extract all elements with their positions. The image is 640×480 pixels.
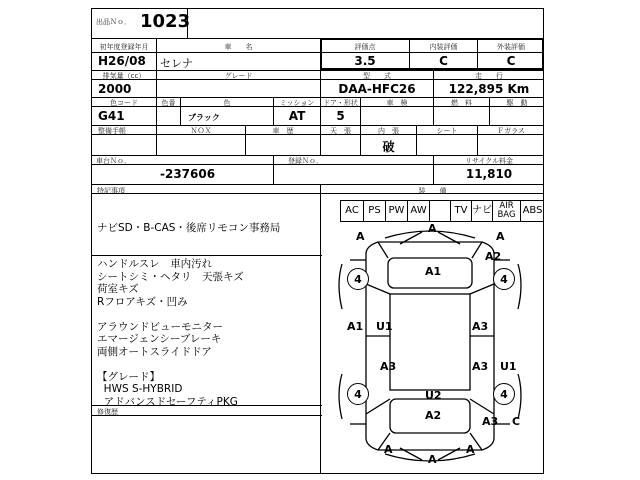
damage-mark: 4 xyxy=(347,383,369,405)
recycle-value: 11,810 xyxy=(465,167,513,181)
damage-mark: A xyxy=(466,443,475,456)
history-label: 車 歴 xyxy=(272,127,294,135)
seat-label: シート xyxy=(436,127,458,135)
notes-label: 特記事項 xyxy=(97,187,125,195)
damage-mark: A2 xyxy=(485,250,502,263)
damage-mark: C xyxy=(512,415,521,428)
interior-label: 内装評価 xyxy=(429,43,458,51)
color-code-label: 色コード xyxy=(110,99,138,107)
transmission-label: ミッション xyxy=(279,99,315,107)
displacement-value: 2000 xyxy=(98,82,132,96)
inspection-label: 車 検 xyxy=(386,99,408,107)
equip-tv: TV xyxy=(450,201,471,221)
displacement-label: 排気量（cc） xyxy=(102,72,146,80)
damage-mark: U2 xyxy=(425,389,442,402)
equip-airbag: AIR BAG xyxy=(492,201,520,221)
score-value: 3.5 xyxy=(354,54,376,68)
damage-mark: 4 xyxy=(347,268,369,290)
equip-ps: PS xyxy=(363,201,385,221)
chassis-label: 車台Ｎｏ． xyxy=(96,157,131,165)
interior-cond-label: 内 張 xyxy=(378,127,399,135)
sunroof-label: 天 張 xyxy=(330,127,351,135)
lot-number: 1023 xyxy=(140,11,191,32)
interior-cond-value: 破 xyxy=(382,140,395,154)
mileage-label: 走 行 xyxy=(475,72,503,80)
damage-mark: U1 xyxy=(500,360,517,373)
color-code-value: G41 xyxy=(98,109,125,123)
damage-mark: A2 xyxy=(425,409,442,422)
damage-mark: 4 xyxy=(493,383,515,405)
drive-label: 駆 動 xyxy=(506,99,528,107)
equip-aw: AW xyxy=(407,201,429,221)
exterior-label: 外装評価 xyxy=(497,43,525,51)
damage-mark: 4 xyxy=(493,268,515,290)
car-name-value: セレナ xyxy=(160,57,193,70)
glass-label: Ｆガラス xyxy=(497,127,525,135)
equip-ac: AC xyxy=(340,201,363,221)
model-label: 型 式 xyxy=(363,72,391,80)
first-reg-label: 初年度登録年月 xyxy=(99,43,149,51)
exterior-value: C xyxy=(506,54,516,68)
first-reg-value: H26/08 xyxy=(98,54,146,68)
nox-label: ＮＯＸ xyxy=(190,127,212,135)
equipment-row xyxy=(340,200,544,222)
doors-label: ドア・形状 xyxy=(323,99,358,107)
model-value: DAA-HFC26 xyxy=(338,82,416,96)
damage-mark: A3 xyxy=(482,415,499,428)
score-label: 評価点 xyxy=(354,43,376,51)
mileage-value: 122,895 Km xyxy=(448,82,530,96)
equip-navi: ナビ xyxy=(471,201,492,221)
doors-value: 5 xyxy=(336,109,345,123)
equip-abs: ABS xyxy=(520,201,544,221)
color-label: 色 xyxy=(223,99,231,107)
manual-label: 整備手帳 xyxy=(98,127,126,135)
reg-no-label: 登録Ｎｏ． xyxy=(288,157,323,165)
lot-label: 出品Ｎｏ． xyxy=(96,18,131,26)
repair-label: 修復歴 xyxy=(97,408,118,416)
recycle-label: リサイクル料金 xyxy=(464,157,514,165)
notes-body: ハンドルスレ 車内汚れ シートシミ・ヘタリ 天張キズ 荷室キズ Rフロアキズ・凹み アラウンドビューモニター エマージェンシーブレーキ 両側オートスライドドア 【グレード】 HWS S-HYBRID アドバンスドセーフティPKG xyxy=(97,258,244,408)
equip-pw: PW xyxy=(385,201,407,221)
damage-mark: A3 xyxy=(472,320,489,333)
color-no-label: 色番 xyxy=(161,99,176,107)
car-name-label: 車 名 xyxy=(224,43,253,51)
damage-mark: A xyxy=(496,230,505,243)
chassis-value: -237606 xyxy=(160,167,216,181)
damage-mark: A xyxy=(356,230,365,243)
damage-mark: A xyxy=(384,443,393,456)
color-value: ブラック xyxy=(188,113,220,122)
interior-value: C xyxy=(439,54,448,68)
damage-mark: A xyxy=(428,222,437,235)
notes-main: ナビSD・B-CAS・後席リモコン事務局 xyxy=(97,222,281,234)
damage-mark: U1 xyxy=(376,320,393,333)
equip-blank xyxy=(429,201,450,221)
damage-mark: A3 xyxy=(380,360,397,373)
equipment-label: 装 備 xyxy=(418,187,447,195)
damage-mark: A1 xyxy=(425,265,442,278)
fuel-label: 燃 料 xyxy=(451,99,472,107)
grade-label: グレード xyxy=(224,72,253,80)
transmission-value: AT xyxy=(288,109,306,123)
damage-mark: A1 xyxy=(347,320,364,333)
damage-mark: A3 xyxy=(472,360,489,373)
damage-mark: A xyxy=(428,453,437,466)
